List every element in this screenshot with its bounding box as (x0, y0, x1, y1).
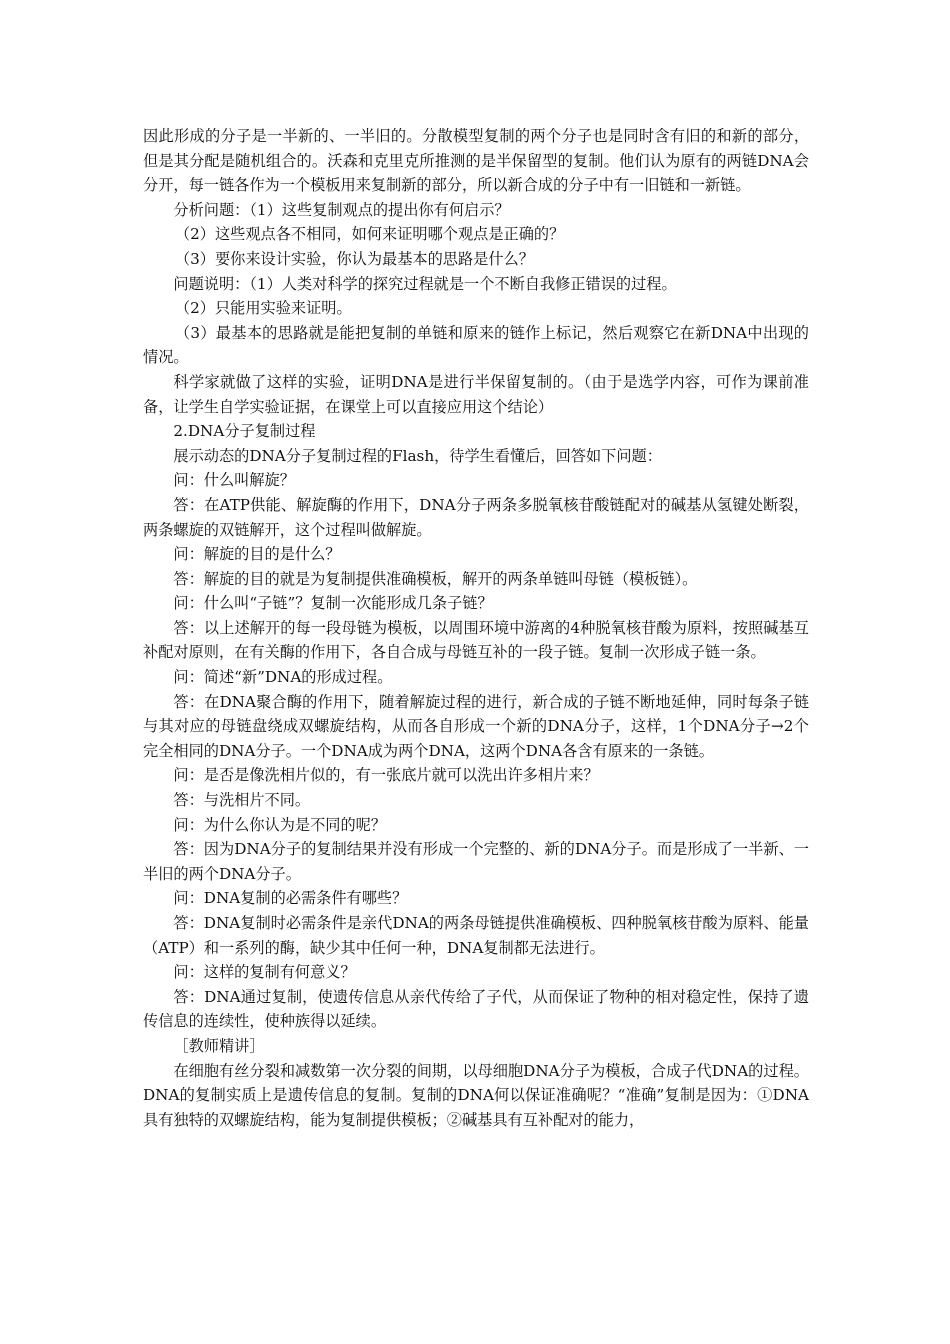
paragraph-analysis-q3: （3）要你来设计实验，你认为最基本的思路是什么？ (174, 249, 534, 268)
paragraph-explanation-3: （3）最基本的思路就是能把复制的单链和原来的链作上标记，然后观察它在新DNA中出现的情况。 (143, 323, 809, 367)
answer-significance: 答：DNA通过复制，使遗传信息从亲代传给了子代，从而保证了物种的相对稳定性，保持了遗传信息的连续性，使种族得以延续。 (143, 987, 809, 1031)
paragraph-flash-intro: 展示动态的DNA分子复制过程的Flash，待学生看懂后，回答如下问题： (173, 446, 662, 465)
question-unwinding: 问：什么叫解旋？ (173, 471, 295, 490)
paragraph-analysis-q2: （2）这些观点各不相同，如何来证明哪个观点是正确的？ (174, 225, 565, 244)
answer-photo-analogy: 答：与洗相片不同。 (173, 791, 311, 810)
question-daughter-strand: 问：什么叫“子链”？复制一次能形成几条子链？ (173, 594, 493, 613)
paragraph-models-intro: 因此形成的分子是一半新的、一半旧的。分散模型复制的两个分子也是同时含有旧的和新的部分，但是其分配是随机组合的。沃森和克里克所推测的是半保留型的复制。他们认为原有的两链DNA会分开，每一链各作为一个模板用来复制新的部分，所以新合成的分子中有一旧链和一新链。 (143, 127, 809, 195)
answer-new-dna-formation: 答：在DNA聚合酶的作用下，随着解旋过程的进行，新合成的子链不断地延伸，同时每条子链与其对应的母链盘绕成双螺旋结构，从而各自形成一个新的DNA分子，这样，1个DNA分子→2个完全相同的DNA分子。一个DNA成为两个DNA，这两个DNA各含有原来的一条链。 (143, 692, 809, 760)
question-unwinding-purpose: 问：解旋的目的是什么？ (173, 545, 341, 564)
answer-daughter-strand: 答：以上述解开的每一段母链为模板，以周围环境中游离的4种脱氧核苷酸为原料，按照碱基互补配对原则，在有关酶的作用下，各自合成与母链互补的一段子链。复制一次形成子链一条。 (143, 618, 809, 662)
paragraph-explanation-1: 问题说明：（1）人类对科学的探究过程就是一个不断自我修正错误的过程。 (173, 274, 677, 293)
answer-necessary-conditions: 答：DNA复制时必需条件是亲代DNA的两条母链提供准确模板、四种脱氧核苷酸为原料、能量（ATP）和一系列的酶，缺少其中任何一种，DNA复制都无法进行。 (143, 914, 809, 957)
question-necessary-conditions: 问：DNA复制的必需条件有哪些？ (173, 889, 408, 908)
section-heading-dna-replication-process: 2.DNA分子复制过程 (173, 422, 316, 441)
section-heading-teacher-explanation: ［教师精讲］ (173, 1036, 265, 1055)
paragraph-analysis-q1: 分析问题：（1）这些复制观点的提出你有何启示？ (173, 200, 510, 219)
paragraph-teacher-explanation: 在细胞有丝分裂和减数第一次分裂的间期，以母细胞DNA分子为模板，合成子代DNA的过程。DNA的复制实质上是遗传信息的复制。复制的DNA何以保证准确呢？“准确”复制是因为：①DNA具有独特的双螺旋结构，能为复制提供模板；②碱基具有互补配对的能力， (143, 1061, 809, 1129)
question-significance: 问：这样的复制有何意义？ (173, 963, 356, 982)
question-new-dna-formation: 问：简述“新”DNA的形成过程。 (173, 668, 393, 687)
paragraph-explanation-2: （2）只能用实验来证明。 (174, 299, 352, 318)
answer-unwinding: 答：在ATP供能、解旋酶的作用下，DNA分子两条多脱氧核苷酸链配对的碱基从氢键处断裂，两条螺旋的双链解开，这个过程叫做解旋。 (143, 495, 809, 539)
question-photo-analogy: 问：是否是像洗相片似的，有一张底片就可以洗出许多相片来？ (173, 766, 599, 785)
answer-unwinding-purpose: 答：解旋的目的就是为复制提供准确模板，解开的两条单链叫母链（模板链）。 (173, 569, 698, 588)
answer-why-different: 答：因为DNA分子的复制结果并没有形成一个完整的、新的DNA分子。而是形成了一半新、一半旧的两个DNA分子。 (143, 840, 809, 883)
paragraph-experiment-note: 科学家就做了这样的实验，证明DNA是进行半保留复制的。（由于是选学内容，可作为课前准备，让学生自学实验证据，在课堂上可以直接应用这个结论） (143, 372, 809, 416)
question-why-different: 问：为什么你认为是不同的呢？ (173, 815, 387, 834)
document-page (143, 124, 809, 1132)
